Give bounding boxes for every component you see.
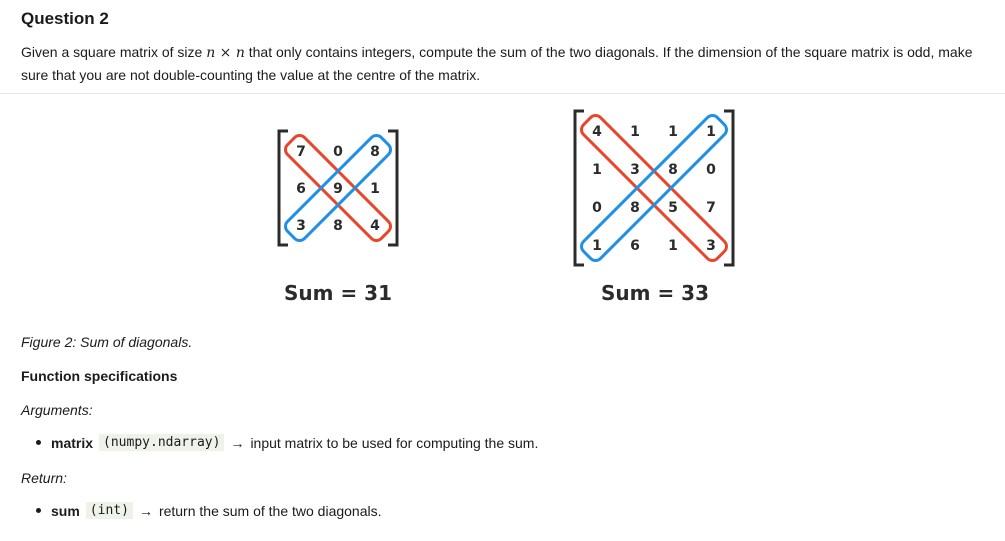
matrix-3x3-cell: 7 [296, 144, 306, 160]
matrix-3x3-cell: 3 [296, 218, 306, 234]
arguments-label: Arguments: [21, 402, 93, 418]
matrix-3x3-cell: 9 [333, 181, 343, 197]
matrix-4x4-cell: 0 [706, 162, 716, 178]
question-title: Question 2 [21, 9, 109, 28]
bullet-dot [36, 440, 41, 445]
matrix-4x4-cell: 3 [706, 238, 716, 254]
matrix-3x3-cell: 6 [296, 181, 306, 197]
bullet-dot [36, 508, 41, 513]
argument-item [36, 434, 538, 451]
statement-lead: Given a square matrix of size [21, 44, 207, 60]
argument-description: input matrix to be used for computing the sum. [250, 434, 539, 451]
matrix-3x3-cell: 8 [370, 144, 380, 160]
matrix-4x4-cell: 8 [668, 162, 678, 178]
argument-type: (numpy.ndarray) [99, 434, 224, 451]
matrix-3x3-cell: 4 [370, 218, 380, 234]
return-item [36, 502, 382, 519]
return-type: (int) [86, 502, 133, 519]
matrix-4x4-cell: 0 [592, 200, 602, 216]
matrix-4x4-cell: 1 [592, 162, 602, 178]
matrix-size-math: n × n [206, 45, 245, 61]
sum-label-4x4: Sum = 33 [601, 281, 709, 305]
sum-label-3x3: Sum = 31 [284, 281, 392, 305]
statement-rest: that only contains integers, compute the sum of the two diagonals. If the dimension of the square matrix is odd, make sure that you are not double-counting the value at the centre of the matrix. [21, 44, 973, 83]
matrix-4x4-cell: 1 [706, 124, 716, 140]
matrix-4x4-cell: 7 [706, 200, 716, 216]
matrix-4x4-cell: 1 [668, 124, 678, 140]
matrix-3x3-cell: 1 [370, 181, 380, 197]
return-name: sum [51, 502, 80, 519]
return-description: return the sum of the two diagonals. [158, 502, 382, 519]
matrix-4x4-cell: 6 [630, 238, 640, 254]
matrix-4x4 [575, 111, 733, 265]
right-arrow-icon: → [230, 434, 245, 451]
matrix-3x3-cell: 0 [333, 144, 343, 160]
argument-name: matrix [51, 434, 94, 451]
matrix-3x3-cell: 8 [333, 218, 343, 234]
matrix-4x4-cell: 1 [630, 124, 640, 140]
spec-heading: Function specifications [21, 368, 178, 384]
matrix-4x4-cell: 1 [668, 238, 678, 254]
matrix-4x4-cell: 5 [668, 200, 678, 216]
matrix-4x4-cell: 4 [592, 124, 602, 140]
return-label: Return: [21, 470, 67, 486]
matrix-4x4-cell: 1 [592, 238, 602, 254]
figure-caption: Figure 2: Sum of diagonals. [21, 334, 193, 350]
matrix-4x4-cell: 8 [630, 200, 640, 216]
matrix-3x3 [279, 131, 397, 245]
matrix-4x4-cell: 3 [630, 162, 640, 178]
right-arrow-icon: → [138, 502, 153, 519]
